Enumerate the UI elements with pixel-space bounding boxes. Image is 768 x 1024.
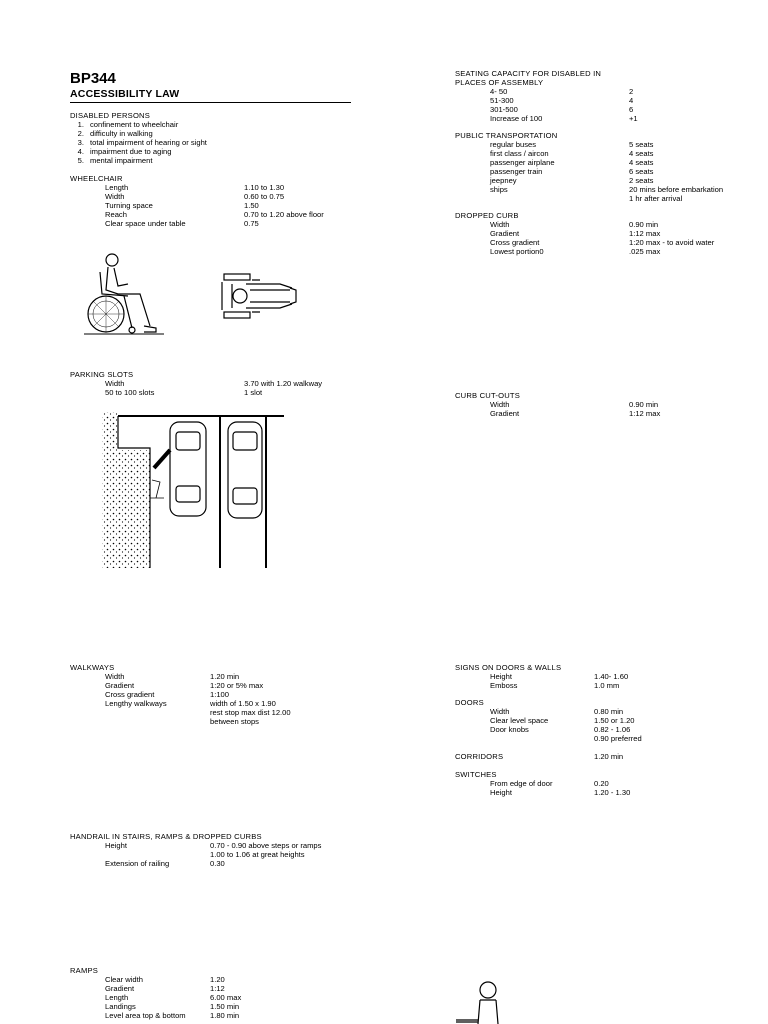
ramps-heading: RAMPS <box>70 966 99 975</box>
doors-heading: DOORS <box>455 698 484 707</box>
handrail-heading: HANDRAIL IN STAIRS, RAMPS & DROPPED CURBS <box>70 832 262 841</box>
disabled-persons-heading: DISABLED PERSONS <box>70 111 151 120</box>
corridors-heading: CORRIDORS <box>455 752 504 761</box>
list-item: 2. difficulty in walking <box>77 128 153 138</box>
title-rule <box>70 102 351 103</box>
person-figure-icon <box>452 978 512 1024</box>
parking-heading: PARKING SLOTS <box>70 370 134 379</box>
seating-heading-line1: SEATING CAPACITY FOR DISABLED IN <box>455 69 602 78</box>
wheelchair-top-view-icon <box>220 270 300 322</box>
list-item: 1. confinement to wheelchair <box>77 120 179 129</box>
list-item: 3. total impairment of hearing or sight <box>77 137 207 147</box>
parking-layout-icon <box>100 410 284 570</box>
seating-heading-line2: PLACES OF ASSEMBLY <box>455 78 544 87</box>
disabled-persons-list <box>70 121 207 166</box>
curb-cutouts-heading: CURB CUT-OUTS <box>455 391 521 400</box>
wheelchair-side-view-icon <box>84 250 164 336</box>
wheelchair-heading: WHEELCHAIR <box>70 174 123 183</box>
corridors-value: 1.20 min <box>594 752 624 761</box>
document-code: BP344 <box>70 70 116 87</box>
dropped-curb-heading: DROPPED CURB <box>455 211 519 220</box>
document-title: ACCESSIBILITY LAW <box>70 88 180 100</box>
walkways-heading: WALKWAYS <box>70 663 115 672</box>
list-item: 5. mental impairment <box>77 155 153 165</box>
list-item: 4. impairment due to aging <box>77 146 172 156</box>
public-transport-heading: PUBLIC TRANSPORTATION <box>455 131 558 140</box>
signs-heading: SIGNS ON DOORS & WALLS <box>455 663 562 672</box>
switches-heading: SWITCHES <box>455 770 497 779</box>
